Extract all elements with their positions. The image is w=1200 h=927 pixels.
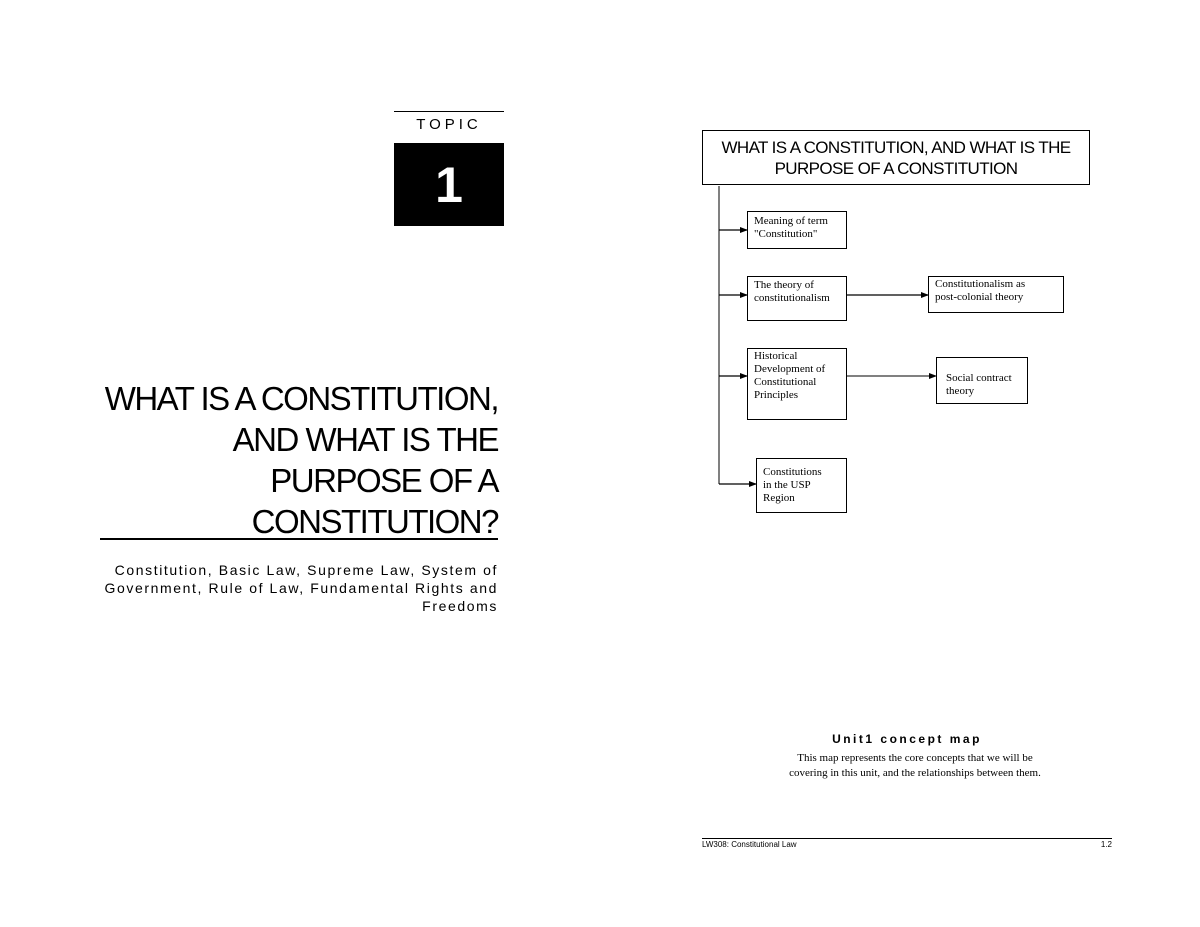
map-title-line: PURPOSE OF A CONSTITUTION [774, 159, 1018, 178]
node-text: constitutionalism [754, 292, 830, 304]
node-postcolonial [928, 276, 1064, 313]
node-text: Constitutionalism as [935, 278, 1026, 290]
node-text: theory [946, 385, 975, 397]
node-text: Meaning of term [754, 215, 828, 227]
topic-label: TOPIC [416, 116, 482, 133]
node-theory [747, 276, 847, 321]
topic-number: 1 [435, 156, 463, 213]
node-text: post-colonial theory [935, 291, 1024, 303]
node-text: Region [763, 492, 795, 504]
node-text: Historical [754, 350, 798, 362]
keywords-line: Constitution, Basic Law, Supreme Law, System of [114, 562, 498, 578]
node-usp [756, 458, 847, 513]
keywords-line: Government, Rule of Law, Fundamental Rights and [104, 580, 498, 596]
caption-text [760, 751, 1070, 781]
map-title-line: WHAT IS A CONSTITUTION, AND WHAT IS THE [721, 138, 1071, 157]
caption-title: Unit1 concept map [832, 732, 982, 746]
footer-rule [702, 838, 1112, 839]
keywords-line: Freedoms [422, 598, 498, 614]
concept-map-title [702, 130, 1090, 185]
node-text: The theory of [754, 279, 814, 291]
node-historical [747, 348, 847, 420]
node-text: in the USP [763, 479, 811, 491]
caption-line: covering in this unit, and the relationships between them. [789, 767, 1041, 779]
node-meaning [747, 211, 847, 249]
node-text: Principles [754, 389, 798, 401]
node-text: "Constitution" [754, 228, 818, 240]
node-text: Social contract [946, 372, 1012, 384]
footer-page-number: 1.2 [1100, 840, 1112, 849]
node-text: Development of [754, 363, 826, 375]
node-social-contract [936, 357, 1028, 404]
title-line: AND WHAT IS THE [232, 421, 498, 458]
caption-line: This map represents the core concepts that we will be [797, 752, 1033, 764]
footer-course: LW308: Constitutional Law [702, 840, 797, 849]
node-text: Constitutions [763, 466, 822, 478]
node-text: Constitutional [754, 376, 817, 388]
title-line: WHAT IS A CONSTITUTION, [104, 380, 498, 417]
title-line: CONSTITUTION? [251, 503, 498, 540]
title-line: PURPOSE OF A [270, 462, 498, 499]
